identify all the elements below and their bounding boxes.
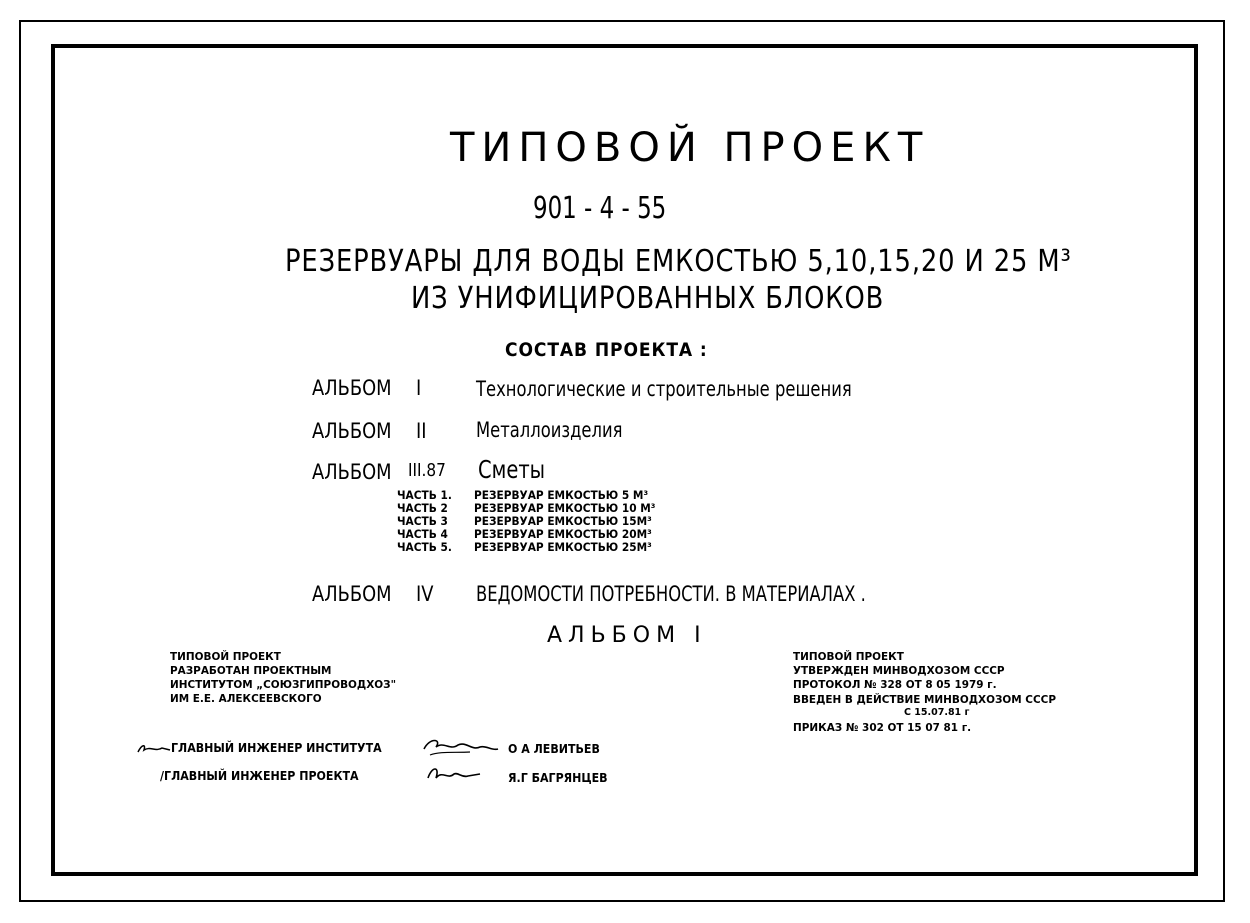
part-1-text: РЕЗЕРВУАР ЕМКОСТЬЮ 5 М³ xyxy=(474,488,649,502)
signature-1 xyxy=(420,735,500,759)
approval-line-6: ПРИКАЗ № 302 ОТ 15 07 81 г. xyxy=(793,721,972,734)
approval-line-1: ТИПОВОЙ ПРОЕКТ xyxy=(793,650,904,663)
part-2-text: РЕЗЕРВУАР ЕМКОСТЬЮ 10 М³ xyxy=(474,501,656,515)
album-4-label: АЛЬБОМ xyxy=(312,582,392,606)
signature-2 xyxy=(424,762,484,786)
signature-name-1: О А ЛЕВИТЬЕВ xyxy=(508,742,600,756)
developer-line-3: ИНСТИТУТОМ „СОЮЗГИПРОВОДХОЗ" xyxy=(170,678,397,691)
initials-mark-1 xyxy=(136,742,172,756)
part-1-label: ЧАСТЬ 1. xyxy=(397,488,452,502)
part-5-label: ЧАСТЬ 5. xyxy=(397,540,452,554)
album-4-description: ВЕДОМОСТИ ПОТРЕБНОСТИ. В МАТЕРИАЛАХ . xyxy=(476,582,866,606)
album-title: АЛЬБОМ I xyxy=(547,623,707,648)
developer-line-4: ИМ Е.Е. АЛЕКСЕЕВСКОГО xyxy=(170,692,322,705)
document-title: ТИПОВОЙ ПРОЕКТ xyxy=(450,125,930,171)
signature-role-2: /ГЛАВНЫЙ ИНЖЕНЕР ПРОЕКТА xyxy=(160,769,359,783)
album-1-label: АЛЬБОМ xyxy=(312,376,392,400)
album-3-label: АЛЬБОМ xyxy=(312,460,392,484)
album-3-number: III.87 xyxy=(408,460,446,481)
contents-heading: СОСТАВ ПРОЕКТА : xyxy=(505,339,708,361)
approval-line-3: ПРОТОКОЛ № 328 ОТ 8 05 1979 г. xyxy=(793,678,997,691)
developer-line-2: РАЗРАБОТАН ПРОЕКТНЫМ xyxy=(170,664,332,677)
approval-line-4: ВВЕДЕН В ДЕЙСТВИЕ МИНВОДХОЗОМ СССР xyxy=(793,693,1056,706)
album-3-description: Сметы xyxy=(478,455,546,484)
approval-line-2: УТВЕРЖДЕН МИНВОДХОЗОМ СССР xyxy=(793,664,1005,677)
album-4-number: IV xyxy=(416,582,434,606)
part-2-label: ЧАСТЬ 2 xyxy=(397,501,448,515)
project-code: 901 - 4 - 55 xyxy=(533,191,667,226)
approval-line-5: С 15.07.81 г xyxy=(904,707,970,718)
part-3-text: РЕЗЕРВУАР ЕМКОСТЬЮ 15М³ xyxy=(474,514,652,528)
album-2-description: Металлоизделия xyxy=(476,418,623,442)
album-2-number: II xyxy=(416,419,427,443)
album-1-description: Технологические и строительные решения xyxy=(476,377,852,401)
album-2-label: АЛЬБОМ xyxy=(312,419,392,443)
signature-name-2: Я.Г БАГРЯНЦЕВ xyxy=(508,771,608,785)
signature-role-1: ГЛАВНЫЙ ИНЖЕНЕР ИНСТИТУТА xyxy=(171,741,382,755)
subject-line-1: РЕЗЕРВУАРЫ ДЛЯ ВОДЫ ЕМКОСТЬЮ 5,10,15,20 И 25 М³ xyxy=(285,244,1072,279)
part-4-text: РЕЗЕРВУАР ЕМКОСТЬЮ 20М³ xyxy=(474,527,652,541)
part-5-text: РЕЗЕРВУАР ЕМКОСТЬЮ 25М³ xyxy=(474,540,652,554)
developer-line-1: ТИПОВОЙ ПРОЕКТ xyxy=(170,650,281,663)
subject-line-2: ИЗ УНИФИЦИРОВАННЫХ БЛОКОВ xyxy=(411,281,885,316)
album-1-number: I xyxy=(416,376,422,400)
part-4-label: ЧАСТЬ 4 xyxy=(397,527,448,541)
part-3-label: ЧАСТЬ 3 xyxy=(397,514,448,528)
